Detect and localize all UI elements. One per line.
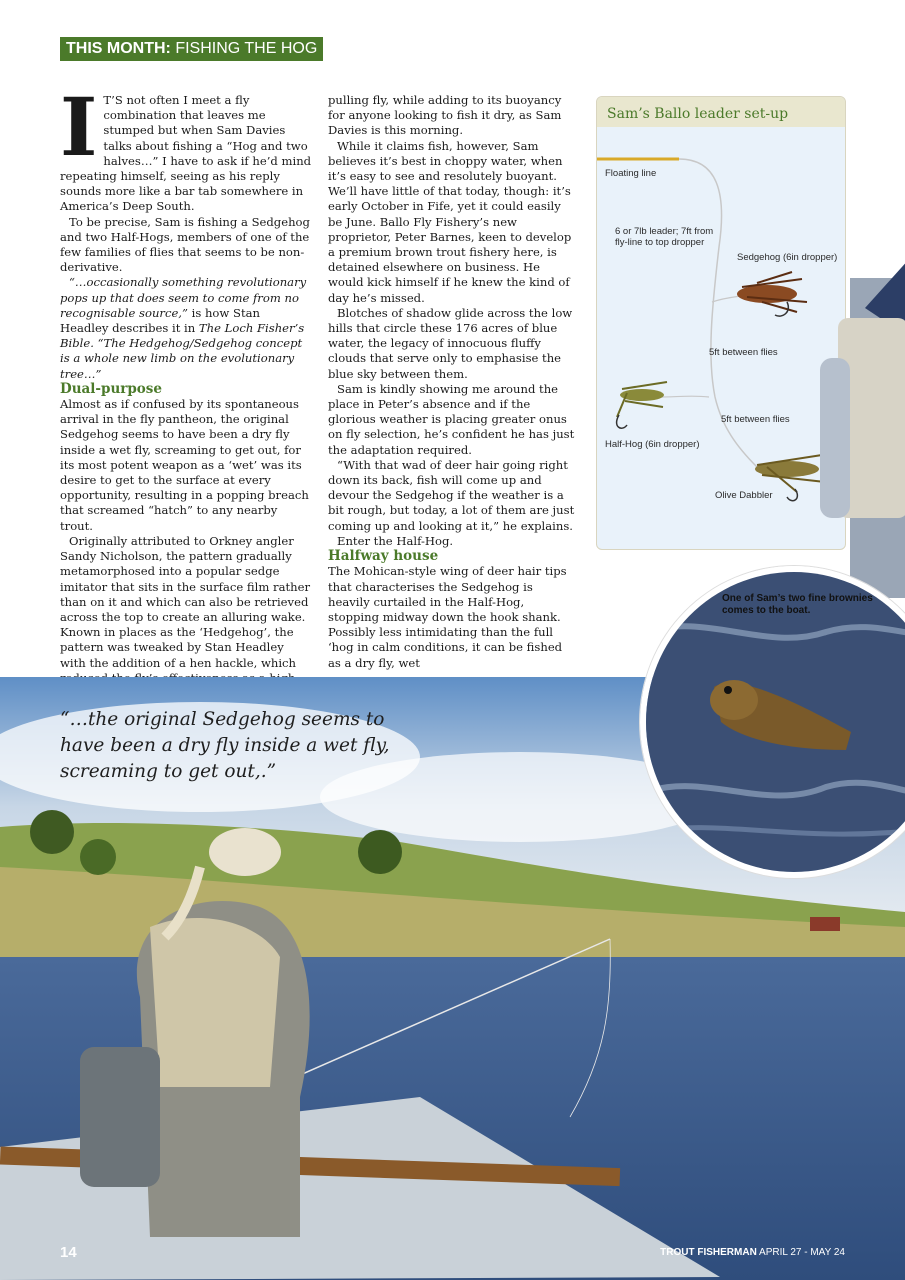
label-gap-1: 5ft between flies	[709, 347, 778, 358]
label-gap-2: 5ft between flies	[721, 414, 790, 425]
footer-masthead	[660, 1247, 845, 1258]
section-tag-bold: THIS MONTH:	[66, 40, 171, 57]
section-tag	[60, 37, 323, 61]
body-paragraph: Blotches of shadow glide across the low hills that circle these 176 acres of blue water, the legacy of innocuous fluffy clouds that serve only to emphasise the blue sky between them.	[328, 305, 573, 381]
quote-paragraph	[60, 275, 312, 381]
body-paragraph: pulling fly, while adding to its buoyancy for anyone looking to fish it dry, as Sam Davies is this morning.	[328, 93, 562, 138]
label-olive-dabbler: Olive Dabbler	[715, 490, 773, 501]
body-paragraph: Enter the Half-Hog.	[337, 533, 454, 548]
label-floating-line: Floating line	[605, 168, 657, 179]
article-column-2	[328, 93, 578, 671]
angler-partial-image	[820, 258, 905, 598]
body-paragraph: Almost as if confused by its spontaneous arrival in the fly pantheon, the original Sedgehog seems to have been a dry fly inside a wet fly, screaming to get out, for its most potent weapon as a ‘wet’ was its desire to get to the surface at every opportunity, resulting in a popping breach that screamed “hatch” to any nearby trout.	[60, 397, 309, 533]
subhead-halfway-house: Halfway house	[328, 548, 439, 565]
body-paragraph: Originally attributed to Orkney angler Sandy Nicholson, the pattern gradually metamorphosed into a popular sedge imitator that sits in the surface film rather than on it and which can also be retrieved across the top to create an alluring wake. Known in places as the ‘Hedgehog’, the pattern was tweaked by Stan Headley with the addition of a hen hackle, which	[60, 533, 311, 670]
half-hog-fly-icon	[617, 382, 667, 428]
body-paragraph: The Mohican-style wing of deer hair tips that characterises the Sedgehog is heavily curtailed in the Half-Hog, stopping midway down the hook shank. Possibly less intimidating than the full ‘hog in calm conditions, it can be fished as a dry fly, wet	[328, 564, 567, 670]
leader-line-illustration	[597, 97, 845, 549]
inset-caption: One of Sam’s two fine brownies comes to the boat.	[722, 593, 873, 616]
quote-attribution: is how Stan Headley describes it in	[60, 305, 260, 336]
magazine-name: TROUT FISHERMAN	[660, 1247, 757, 1258]
intro-text: T’S not often I meet a fly combination that leaves me stumped but when Sam Davies talks about fishing a “Hog and two halves…” I have to ask if he’d mind repeating himself, seeing as his reply sounds more like a bar tab somewhere in America’s Deep South.	[60, 93, 312, 214]
body-paragraph: While it claims fish, however, Sam believes it’s best in choppy water, when it’s easy to see and resolutely buoyant. We’ll have little of that today, though: it’s early October in Fife, yet it could easily be June. Ballo Fly Fishery’s new proprietor, Peter Barnes, keen to develop a premium brown trout fishery here, is detained elsewhere on business. He would kick himself if he knew the kind of day he’s missed.	[328, 138, 572, 305]
drop-cap: I	[60, 80, 98, 174]
book-quote: The Loch Fisher’s Bible. “The Hedgehog/Sedgehog concept is a whole new limb on the evolutionary tree…”	[60, 321, 305, 381]
angler-cap	[209, 828, 281, 876]
section-tag-rest: FISHING THE HOG	[170, 40, 318, 57]
sedgehog-fly-icon	[737, 272, 807, 316]
subhead-dual-purpose: Dual-purpose	[60, 380, 163, 397]
body-paragraph: “With that wad of deer hair going right down its back, fish will come up and devour the Sedgehog if the weather is a bit rough, but today, a lot of them are just coming up and looking at it,” he explains.	[328, 457, 575, 533]
diagram-title: Sam’s Ballo leader set-up	[597, 97, 845, 127]
leader-diagram	[596, 96, 846, 550]
label-leader: 6 or 7lb leader; 7ft from fly-line to top dropper	[615, 226, 714, 248]
intro-paragraph	[60, 80, 312, 215]
page-number: 14	[60, 1244, 77, 1261]
article-column-1	[60, 80, 312, 701]
issue-dates: APRIL 27 - MAY 24	[759, 1247, 845, 1258]
pull-quote: “…the original Sedgehog seems to have been a dry fly inside a wet fly, screaming to get out,.”	[60, 709, 390, 782]
body-paragraph: Sam is kindly showing me around the place in Peter’s absence and if the glorious weather is placing greater onus on fly selection, he’s confident he has just the adaptation required.	[328, 381, 575, 457]
quote-text: “…occasionally something revolutionary pops up that does seem to come from no recognisable source,”	[60, 275, 307, 320]
body-paragraph: To be precise, Sam is fishing a Sedgehog and two Half-Hogs, members of one of the few families of flies that seems to be non-derivative.	[60, 214, 310, 275]
label-sedgehog: Sedgehog (6in dropper)	[737, 252, 838, 263]
label-half-hog: Half-Hog (6in dropper)	[605, 439, 700, 450]
